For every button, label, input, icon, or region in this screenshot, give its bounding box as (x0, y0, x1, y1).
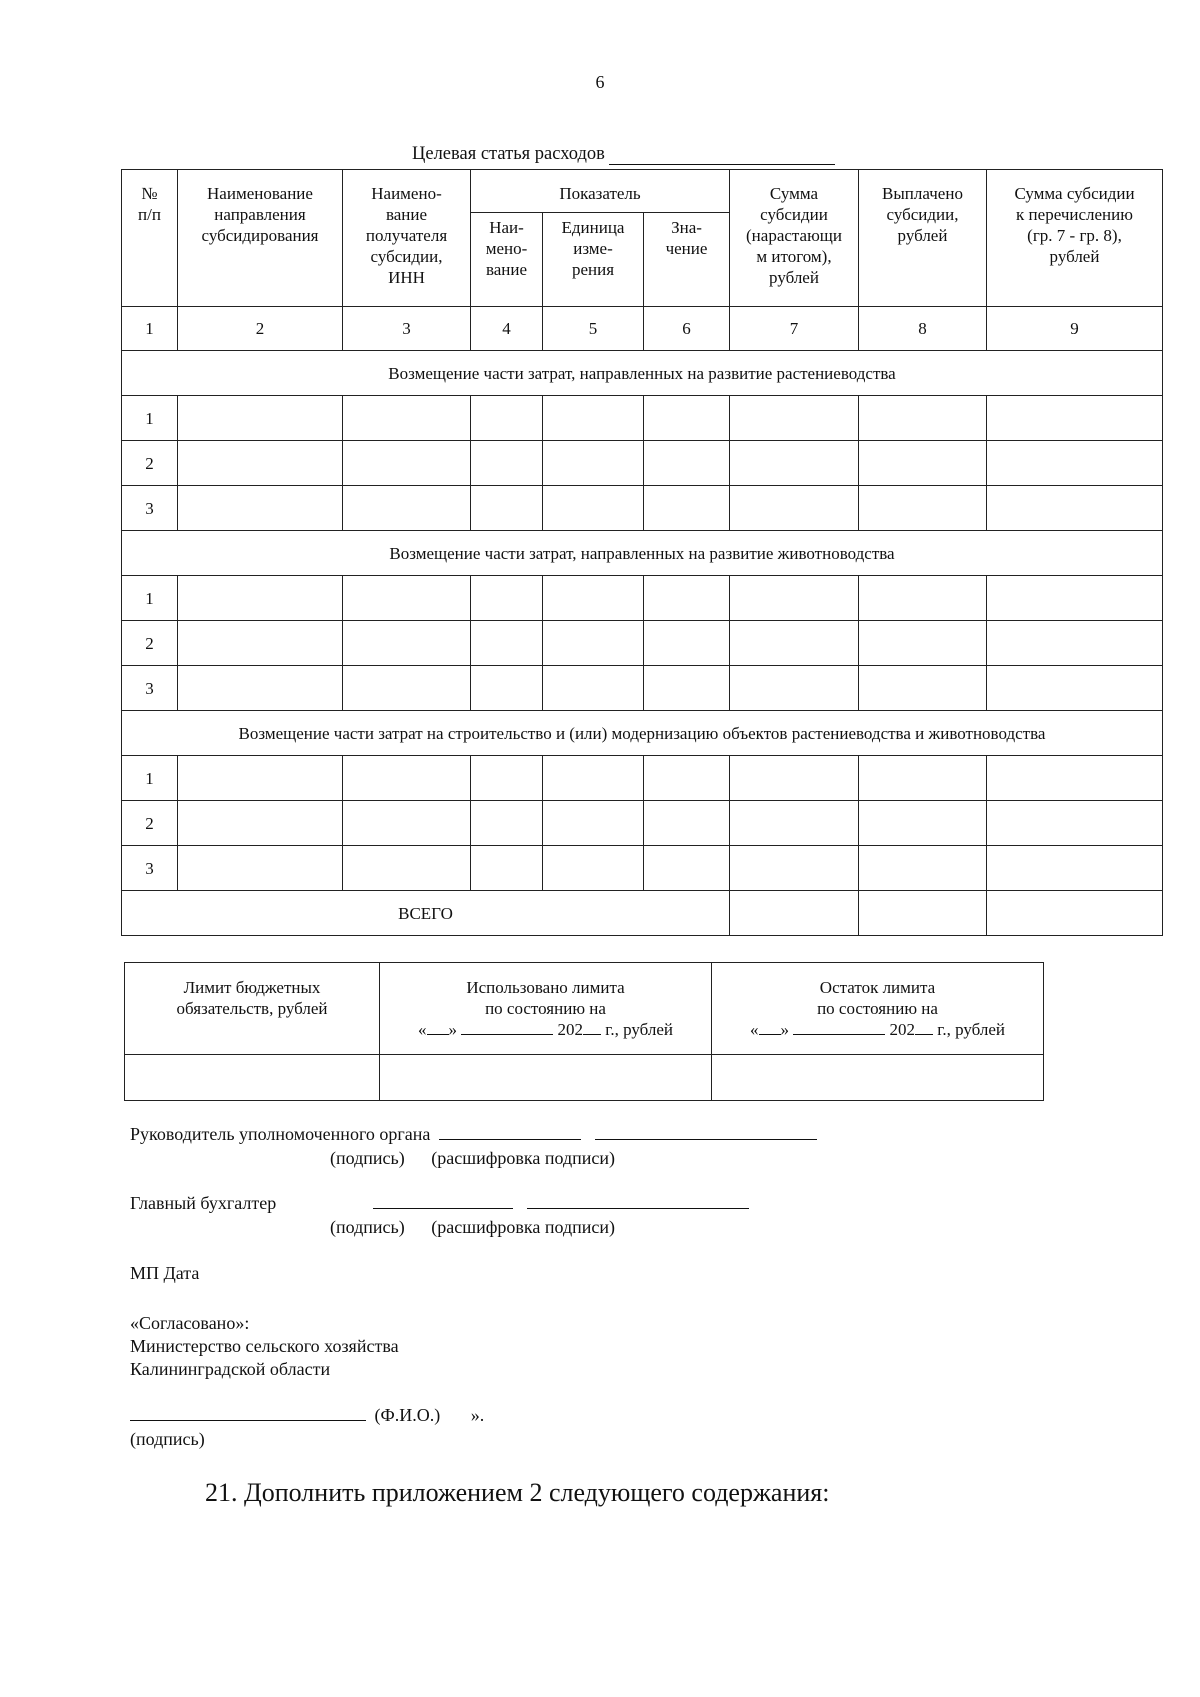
table-cell[interactable] (644, 666, 730, 711)
table-cell[interactable] (471, 441, 543, 486)
table-cell[interactable] (343, 486, 471, 531)
table-row (122, 801, 1163, 846)
table-cell[interactable] (730, 486, 859, 531)
table-cell[interactable] (859, 801, 987, 846)
table-cell[interactable] (178, 396, 343, 441)
section-row-construction (122, 711, 1163, 756)
table-cell[interactable] (644, 801, 730, 846)
closing-quote: ». (470, 1405, 485, 1425)
table-cell[interactable] (987, 846, 1163, 891)
table-cell[interactable] (644, 396, 730, 441)
table-row (122, 486, 1163, 531)
head-signature-captions (330, 1148, 615, 1169)
total-cell-sum[interactable] (730, 891, 859, 936)
section-title: Возмещение части затрат, направленных на развитие животноводства (122, 531, 1163, 576)
table-cell[interactable] (644, 576, 730, 621)
column-number: 8 (859, 307, 987, 351)
agreed-label: «Согласовано»: (130, 1313, 250, 1333)
column-number: 7 (730, 307, 859, 351)
section-title: Возмещение части затрат на строительство и (или) модернизацию объектов растениеводства и животноводства (122, 711, 1163, 756)
ministry-line-2: Калининградской области (130, 1359, 331, 1379)
table-cell[interactable] (178, 801, 343, 846)
accountant-signature-captions (330, 1217, 615, 1238)
table-cell[interactable] (178, 621, 343, 666)
table-cell[interactable] (543, 756, 644, 801)
table-cell[interactable] (178, 441, 343, 486)
table-cell[interactable] (859, 666, 987, 711)
limit-cell[interactable] (125, 1055, 380, 1101)
table-cell[interactable] (343, 576, 471, 621)
table-row (122, 441, 1163, 486)
table-cell[interactable] (543, 621, 644, 666)
table-cell[interactable] (987, 756, 1163, 801)
header-indicator-name: Наи- мено- вание (471, 213, 543, 307)
table-cell[interactable] (471, 576, 543, 621)
target-expense-label: Целевая статья расходов (412, 144, 605, 164)
table-cell[interactable] (471, 756, 543, 801)
table-cell[interactable] (644, 441, 730, 486)
table-cell[interactable] (730, 801, 859, 846)
table-cell[interactable] (471, 396, 543, 441)
page-number: 6 (595, 72, 605, 92)
limit-header-budget: Лимит бюджетных обязательств, рублей (125, 963, 380, 1055)
row-number: 2 (122, 621, 178, 666)
amendment-instruction: 21. Дополнить приложением 2 следующего содержания: (205, 1478, 830, 1507)
table-cell[interactable] (987, 396, 1163, 441)
table-cell[interactable] (730, 666, 859, 711)
table-cell[interactable] (343, 846, 471, 891)
signature-caption: (подпись) (330, 1148, 405, 1168)
table-cell[interactable] (987, 576, 1163, 621)
table-cell[interactable] (178, 666, 343, 711)
table-cell[interactable] (543, 846, 644, 891)
seal-date: МП Дата (130, 1263, 200, 1283)
accountant-label: Главный бухгалтер (130, 1193, 277, 1213)
table-cell[interactable] (543, 486, 644, 531)
table-cell[interactable] (543, 666, 644, 711)
section-row-crop (122, 351, 1163, 396)
subsidy-table (121, 169, 1163, 936)
column-number: 4 (471, 307, 543, 351)
ministry-signature-line (130, 1405, 484, 1426)
table-cell[interactable] (859, 756, 987, 801)
row-number: 2 (122, 441, 178, 486)
table-cell[interactable] (859, 846, 987, 891)
decoding-caption: (расшифровка подписи) (431, 1148, 615, 1168)
table-cell[interactable] (471, 621, 543, 666)
table-row (122, 396, 1163, 441)
row-number: 1 (122, 576, 178, 621)
table-cell[interactable] (730, 621, 859, 666)
table-cell[interactable] (471, 801, 543, 846)
signature-blank[interactable] (439, 1124, 581, 1140)
table-cell[interactable] (178, 846, 343, 891)
accountant-signature-line (130, 1193, 749, 1214)
table-cell[interactable] (178, 756, 343, 801)
limit-cell[interactable] (380, 1055, 712, 1101)
table-cell[interactable] (859, 441, 987, 486)
column-number: 1 (122, 307, 178, 351)
table-cell[interactable] (543, 801, 644, 846)
target-expense-line (412, 144, 835, 165)
table-cell[interactable] (730, 441, 859, 486)
table-cell[interactable] (730, 756, 859, 801)
total-cell-paid[interactable] (859, 891, 987, 936)
column-numbers-row (122, 307, 1163, 351)
row-number: 2 (122, 801, 178, 846)
table-cell[interactable] (987, 441, 1163, 486)
header-paid: Выплачено субсидии, рублей (859, 170, 987, 307)
table-cell[interactable] (644, 486, 730, 531)
ministry-signature-caption: (подпись) (130, 1429, 205, 1449)
header-recipient: Наимено- вание получателя субсидии, ИНН (343, 170, 471, 307)
table-cell[interactable] (343, 801, 471, 846)
section-row-livestock (122, 531, 1163, 576)
table-cell[interactable] (987, 666, 1163, 711)
table-cell[interactable] (343, 441, 471, 486)
limit-header-remaining: Остаток лимита по состоянию на « » 202 г., рублей (712, 963, 1044, 1055)
table-cell[interactable] (859, 621, 987, 666)
table-cell[interactable] (543, 576, 644, 621)
table-cell[interactable] (859, 396, 987, 441)
table-cell[interactable] (543, 396, 644, 441)
limit-header-used: Использовано лимита по состоянию на « » 202 г., рублей (380, 963, 712, 1055)
total-label: ВСЕГО (122, 891, 730, 936)
ministry-line-1: Министерство сельского хозяйства (130, 1336, 399, 1356)
table-row (122, 576, 1163, 621)
column-number: 9 (987, 307, 1163, 351)
table-cell[interactable] (178, 486, 343, 531)
table-cell[interactable] (730, 576, 859, 621)
table-cell[interactable] (730, 396, 859, 441)
signature-caption: (подпись) (330, 1217, 405, 1237)
table-cell[interactable] (471, 666, 543, 711)
row-number: 1 (122, 396, 178, 441)
table-cell[interactable] (178, 576, 343, 621)
table-cell[interactable] (987, 621, 1163, 666)
signature-blank[interactable] (373, 1193, 513, 1209)
table-cell[interactable] (987, 801, 1163, 846)
head-signature-line (130, 1124, 817, 1145)
table-cell[interactable] (343, 396, 471, 441)
table-cell[interactable] (644, 756, 730, 801)
head-label: Руководитель уполномоченного органа (130, 1124, 431, 1144)
limit-cell[interactable] (712, 1055, 1044, 1101)
column-number: 6 (644, 307, 730, 351)
row-number: 3 (122, 486, 178, 531)
table-cell[interactable] (543, 441, 644, 486)
table-cell[interactable] (471, 486, 543, 531)
section-title: Возмещение части затрат, направленных на развитие растениеводства (122, 351, 1163, 396)
table-row (122, 846, 1163, 891)
limit-value-row (125, 1055, 1044, 1101)
header-row-1 (122, 170, 1163, 213)
signature-blank[interactable] (130, 1405, 366, 1421)
header-no: № п/п (122, 170, 178, 307)
limit-header-row (125, 963, 1044, 1055)
target-expense-blank (609, 148, 835, 165)
header-indicator-unit: Единица изме- рения (543, 213, 644, 307)
row-number: 3 (122, 666, 178, 711)
table-cell[interactable] (859, 486, 987, 531)
row-number: 3 (122, 846, 178, 891)
header-transfer: Сумма субсидии к перечислению (гр. 7 - гр. 8), рублей (987, 170, 1163, 307)
table-cell[interactable] (730, 846, 859, 891)
table-cell[interactable] (343, 666, 471, 711)
table-row (122, 756, 1163, 801)
total-row (122, 891, 1163, 936)
table-cell[interactable] (859, 576, 987, 621)
table-row (122, 666, 1163, 711)
table-row (122, 621, 1163, 666)
header-indicator-value: Зна- чение (644, 213, 730, 307)
table-cell[interactable] (343, 756, 471, 801)
table-cell[interactable] (343, 621, 471, 666)
table-cell[interactable] (987, 486, 1163, 531)
decoding-caption: (расшифровка подписи) (431, 1217, 615, 1237)
budget-limit-table (124, 962, 1044, 1101)
table-cell[interactable] (644, 621, 730, 666)
table-cell[interactable] (644, 846, 730, 891)
decoding-blank[interactable] (595, 1124, 817, 1140)
table-cell[interactable] (471, 846, 543, 891)
column-number: 3 (343, 307, 471, 351)
header-indicator: Показатель (471, 170, 730, 213)
total-cell-transfer[interactable] (987, 891, 1163, 936)
header-direction: Наименование направления субсидирования (178, 170, 343, 307)
row-number: 1 (122, 756, 178, 801)
fio-caption: (Ф.И.О.) (374, 1405, 441, 1425)
column-number: 5 (543, 307, 644, 351)
decoding-blank[interactable] (527, 1193, 749, 1209)
header-sum: Сумма субсидии (нарастающи м итогом), рублей (730, 170, 859, 307)
column-number: 2 (178, 307, 343, 351)
